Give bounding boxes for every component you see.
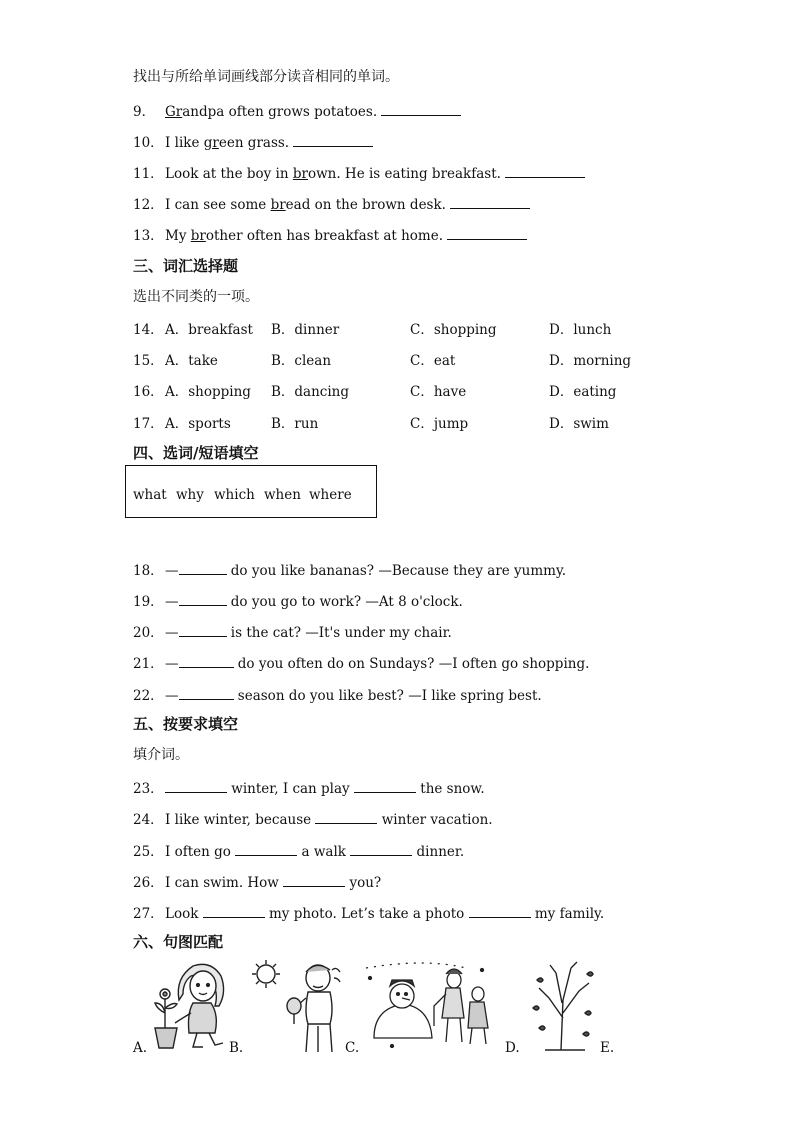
answer-blank[interactable] [179,593,227,606]
question-number: 23． [133,781,164,797]
question-text: ead on the brown desk. [285,197,446,213]
question-13 [133,224,527,244]
question-25 [133,840,464,860]
answer-blank[interactable] [179,624,227,637]
underlined-letters: br [190,228,206,244]
question-number: 20． [133,625,164,641]
question-text: — [165,563,179,579]
question-11 [133,162,585,182]
answer-blank[interactable] [179,655,234,668]
answer-blank[interactable] [381,103,461,116]
option-c[interactable]: C．have [410,384,467,400]
question-text: season do you like best? —I like spring best. [233,688,542,704]
instruction-sec3: 选出不同类的一项。 [133,289,259,305]
underlined-letters: Gr [165,104,183,120]
picture-label-b: B. [229,1040,244,1056]
question-number: 12． [133,197,164,213]
question-text: do you like bananas? —Because they are yummy. [226,563,567,579]
instruction-sec2: 找出与所给单词画线部分读音相同的单词。 [133,69,399,85]
underlined-letters: br [270,197,286,213]
question-text: I often go [165,844,236,860]
answer-blank[interactable] [235,843,297,856]
question-number: 17． [133,416,164,432]
question-27 [133,902,604,922]
question-number: 9． [133,104,156,120]
question-21 [133,652,589,672]
underlined-letters: gr [203,135,219,151]
question-text: — [165,656,179,672]
question-9 [133,100,461,120]
question-19 [133,590,463,610]
section-title-3: 三、词汇选择题 [133,257,239,275]
word-bank [125,465,377,518]
question-text: Look at the boy in [165,166,293,182]
question-text: Look [165,906,203,922]
answer-blank[interactable] [203,905,265,918]
question-text: My [165,228,191,244]
question-23 [133,777,485,797]
option-a[interactable]: A．take [165,353,218,369]
word-bank-item: where [309,487,352,503]
question-text: winter, I can play [227,781,354,797]
option-b[interactable]: B．dancing [271,384,350,400]
question-text: do you often do on Sundays? —I often go shopping. [233,656,590,672]
answer-blank[interactable] [315,811,377,824]
question-number: 13． [133,228,164,244]
question-text: andpa often grows potatoes. [182,104,378,120]
question-text: my photo. Let’s take a photo [264,906,469,922]
question-number: 19． [133,594,164,610]
answer-blank[interactable] [293,134,373,147]
question-text: — [165,625,179,641]
answer-blank[interactable] [165,780,227,793]
answer-blank[interactable] [469,905,531,918]
question-number: 22． [133,688,164,704]
word-bank-item: why [176,487,204,503]
question-text: I like [165,135,204,151]
question-number: 26． [133,875,164,891]
autumn-tree-picture [525,958,600,1053]
question-number: 25． [133,844,164,860]
question-text: do you go to work? —At 8 o'clock. [226,594,463,610]
answer-blank[interactable] [447,227,527,240]
picture-label-d: D. [505,1040,520,1056]
question-20 [133,621,452,641]
question-text: you? [345,875,382,891]
question-number: 16． [133,384,164,400]
question-text: winter vacation. [377,812,493,828]
question-number: 18． [133,563,164,579]
question-text: dinner. [412,844,465,860]
answer-blank[interactable] [350,843,412,856]
question-text: een grass. [218,135,290,151]
question-number: 21． [133,656,164,672]
question-number: 11． [133,166,164,182]
question-text: a walk [297,844,351,860]
section-title-4: 四、选词/短语填空 [133,444,259,462]
question-text: — [165,594,179,610]
word-bank-item: which [214,487,255,503]
question-text: — [165,688,179,704]
answer-blank[interactable] [505,165,585,178]
question-text: the snow. [415,781,485,797]
question-12 [133,193,530,213]
question-text: I can swim. How [165,875,284,891]
winter-snowman-children-picture [362,958,497,1053]
question-10 [133,131,373,151]
instruction-sec5: 填介词。 [133,747,189,763]
option-a[interactable]: A．sports [165,416,231,432]
answer-blank[interactable] [283,874,345,887]
picture-label-a: A. [133,1040,148,1056]
option-a[interactable]: A．breakfast [165,322,253,338]
option-d[interactable]: D．lunch [549,322,612,338]
section-title-6: 六、句图匹配 [133,933,224,951]
girl-planting-flower-picture [145,958,235,1053]
question-number: 24． [133,812,164,828]
question-number: 27． [133,906,164,922]
option-d[interactable]: D．morning [549,353,632,369]
question-26 [133,871,381,891]
question-text: I can see some [165,197,271,213]
summer-boy-fan-picture [248,958,348,1058]
question-text: other often has breakfast at home. [205,228,443,244]
question-18 [133,559,566,579]
option-c[interactable]: C．shopping [410,322,497,338]
answer-blank[interactable] [450,196,530,209]
option-a[interactable]: A．shopping [165,384,251,400]
question-text: my family. [530,906,605,922]
section-title-5: 五、按要求填空 [133,715,239,733]
picture-label-e: E. [600,1040,615,1056]
option-b[interactable]: B．run [271,416,319,432]
question-text: I like winter, because [165,812,316,828]
question-24 [133,808,493,828]
question-number: 14． [133,322,164,338]
option-d[interactable]: D．swim [549,416,609,432]
answer-blank[interactable] [179,687,234,700]
question-text: own. He is eating breakfast. [307,166,501,182]
option-c[interactable]: C．jump [410,416,469,432]
option-d[interactable]: D．eating [549,384,617,400]
underlined-letters: br [292,166,308,182]
question-number: 15． [133,353,164,369]
question-number: 10． [133,135,164,151]
word-bank-item: what [133,487,167,503]
answer-blank[interactable] [179,562,227,575]
option-b[interactable]: B．clean [271,353,332,369]
option-c[interactable]: C．eat [410,353,456,369]
answer-blank[interactable] [354,780,416,793]
picture-label-c: C. [345,1040,360,1056]
question-text: is the cat? —It's under my chair. [226,625,452,641]
question-22 [133,684,542,704]
option-b[interactable]: B．dinner [271,322,340,338]
word-bank-item: when [264,487,301,503]
